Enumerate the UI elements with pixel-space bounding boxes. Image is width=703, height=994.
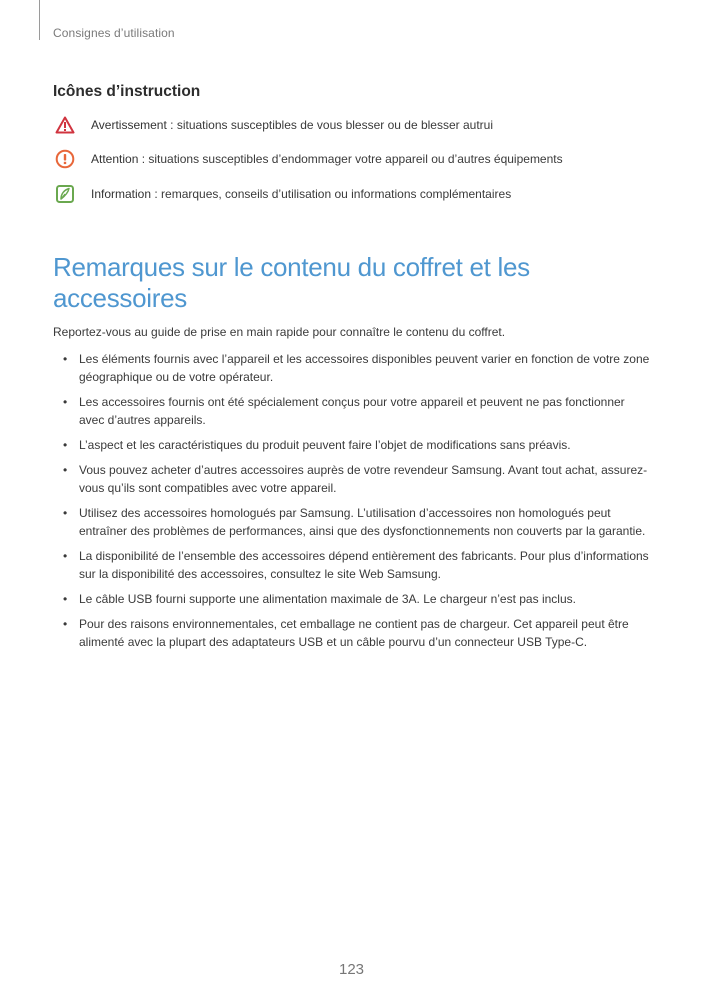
list-item-text: Le câble USB fourni supporte une alimentation maximale de 3A. Le chargeur n’est pas inclus. <box>79 592 576 606</box>
instruction-item-warning <box>55 115 493 135</box>
instruction-term: Attention <box>91 152 139 166</box>
warning-triangle-icon <box>55 115 75 135</box>
section-title: Remarques sur le contenu du coffret et les accessoires <box>53 252 530 313</box>
list-item <box>53 615 653 651</box>
list-item <box>53 393 653 429</box>
list-item <box>53 547 653 583</box>
running-header: Consignes d’utilisation <box>53 26 175 40</box>
instruction-item-information <box>55 184 511 204</box>
section-intro: Reportez-vous au guide de prise en main rapide pour connaître le contenu du coffret. <box>53 325 506 339</box>
instruction-item-caution <box>55 149 563 169</box>
list-item <box>53 461 653 497</box>
note-pen-icon <box>55 184 75 204</box>
bullet-dot: • <box>63 438 68 452</box>
bullet-dot: • <box>63 463 68 477</box>
instruction-icons-heading: Icônes d’instruction <box>53 83 201 100</box>
instruction-desc: : remarques, conseils d’utilisation ou informations complémentaires <box>151 187 512 201</box>
list-item-text: Vous pouvez acheter d’autres accessoires auprès de votre revendeur Samsung. Avant tout achat, assurez-vous qu’ils sont compatibles avec votre appareil. <box>79 463 648 495</box>
list-item-text: Pour des raisons environnementales, cet emballage ne contient pas de chargeur. Cet appareil peut être alimenté avec la plupart des adaptateurs USB et un câble pourvu d’un connecteur USB Type-C. <box>79 617 629 649</box>
page-number: 123 <box>338 961 365 978</box>
bullet-dot: • <box>63 549 68 563</box>
margin-rule <box>39 0 40 40</box>
bullet-dot: • <box>63 506 68 520</box>
bullet-dot: • <box>63 592 68 606</box>
list-item-text: Les accessoires fournis ont été spécialement conçus pour votre appareil et peuvent ne pas fonctionner avec d’autres appareils. <box>79 395 625 427</box>
list-item <box>53 350 653 386</box>
list-item-text: L’aspect et les caractéristiques du produit peuvent faire l’objet de modifications sans préavis. <box>79 438 571 452</box>
accessories-bullet-list <box>53 350 653 658</box>
list-item <box>53 590 653 608</box>
list-item-text: Les éléments fournis avec l’appareil et les accessoires disponibles peuvent varier en fonction de votre zone géographique ou de votre opérateur. <box>79 352 650 384</box>
instruction-desc: : situations susceptibles de vous blesser ou de blesser autrui <box>166 118 493 132</box>
list-item-text: La disponibilité de l’ensemble des accessoires dépend entièrement des fabricants. Pour plus d’informations sur la disponibilité des accessoires, consultez le site Web Samsung. <box>79 549 649 581</box>
instruction-term: Information <box>91 187 152 201</box>
instruction-desc: : situations susceptibles d’endommager votre appareil ou d’autres équipements <box>138 152 563 166</box>
list-item <box>53 504 653 540</box>
list-item <box>53 436 653 454</box>
caution-circle-icon <box>55 149 75 169</box>
bullet-dot: • <box>63 352 68 366</box>
bullet-dot: • <box>63 617 68 631</box>
bullet-dot: • <box>63 395 68 409</box>
instruction-term: Avertissement <box>91 118 167 132</box>
list-item-text: Utilisez des accessoires homologués par Samsung. L’utilisation d’accessoires non homologués peut entraîner des problèmes de performances, ainsi que des dysfonctionnements non couverts par la garantie. <box>79 506 646 538</box>
